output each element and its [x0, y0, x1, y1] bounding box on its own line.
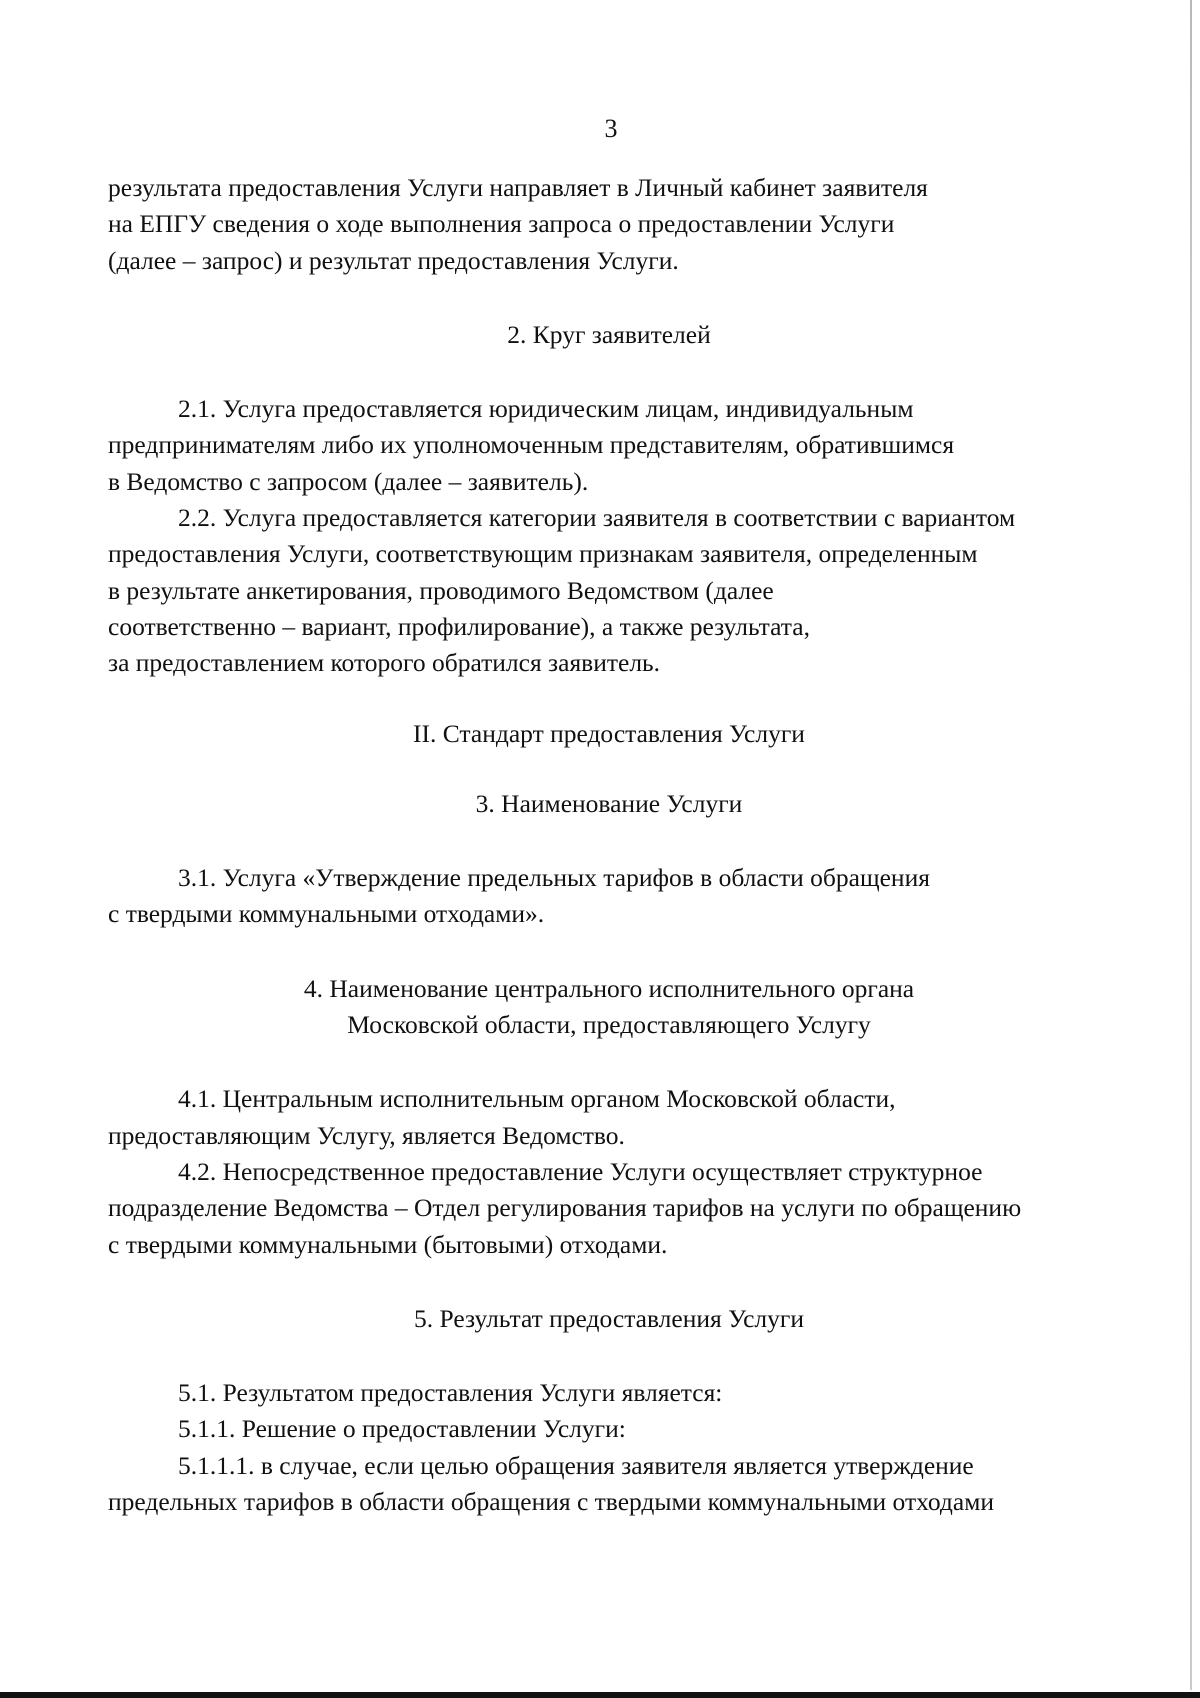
paragraph-4-2: 4.2. Непосредственное предоставление Услуги осуществляет структурное подразделение Ведомства – Отдел регулирования тарифов на услуги по обращению с твердыми коммунальными (бытовыми) отходами.	[108, 1156, 1022, 1259]
document-body	[108, 170, 1110, 1520]
paragraph-5-1-1-1: 5.1.1.1. в случае, если целью обращения заявителя является утверждение предельных тарифов в области обращения с твердыми коммунальными отходами	[108, 1450, 994, 1517]
paragraph-4-1: 4.1. Центральным исполнительным органом Московской области, предоставляющим Услугу, является Ведомство.	[108, 1084, 896, 1150]
scan-edge-right	[1190, 0, 1192, 1690]
heading-service-name: 3. Наименование Услуги	[475, 788, 743, 818]
heading-service-result: 5. Результат предоставления Услуги	[413, 1303, 805, 1333]
paragraph-2-2: 2.2. Услуга предоставляется категории заявителя в соответствии с вариантом предоставления Услуги, соответствующим признакам заявителя, определенным в результате анкетирования, проводимого Ведомством (далее соответственно – вариант, профилирование), а также результата, за предоставлением которого обратился заявитель.	[108, 503, 1016, 678]
heading-applicants: 2. Круг заявителей	[507, 319, 711, 349]
paragraph-5-1: 5.1. Результатом предоставления Услуги является:	[178, 1378, 723, 1408]
paragraph-3-1: 3.1. Услуга «Утверждение предельных тарифов в области обращения с твердыми коммунальными отходами».	[108, 863, 930, 929]
scan-edge-bottom	[0, 1692, 1200, 1698]
page-number: 3	[604, 114, 618, 143]
heading-section-ii: II. Стандарт предоставления Услуги	[413, 718, 805, 748]
paragraph-2-1: 2.1. Услуга предоставляется юридическим лицам, индивидуальным предпринимателям либо их уполномоченным представителям, обратившимся в Ведомство с запросом (далее – заявитель).	[108, 394, 955, 496]
paragraph-intro: результата предоставления Услуги направляет в Личный кабинет заявителя на ЕПГУ сведения о ходе выполнения запроса о предоставлении Услуги (далее – запрос) и результат предоставления Услуги.	[108, 173, 928, 275]
heading-executive-body: 4. Наименование центрального исполнительного органа Московской области, предоставляющего Услугу	[303, 973, 915, 1040]
paragraph-5-1-1: 5.1.1. Решение о предоставлении Услуги:	[178, 1414, 626, 1444]
